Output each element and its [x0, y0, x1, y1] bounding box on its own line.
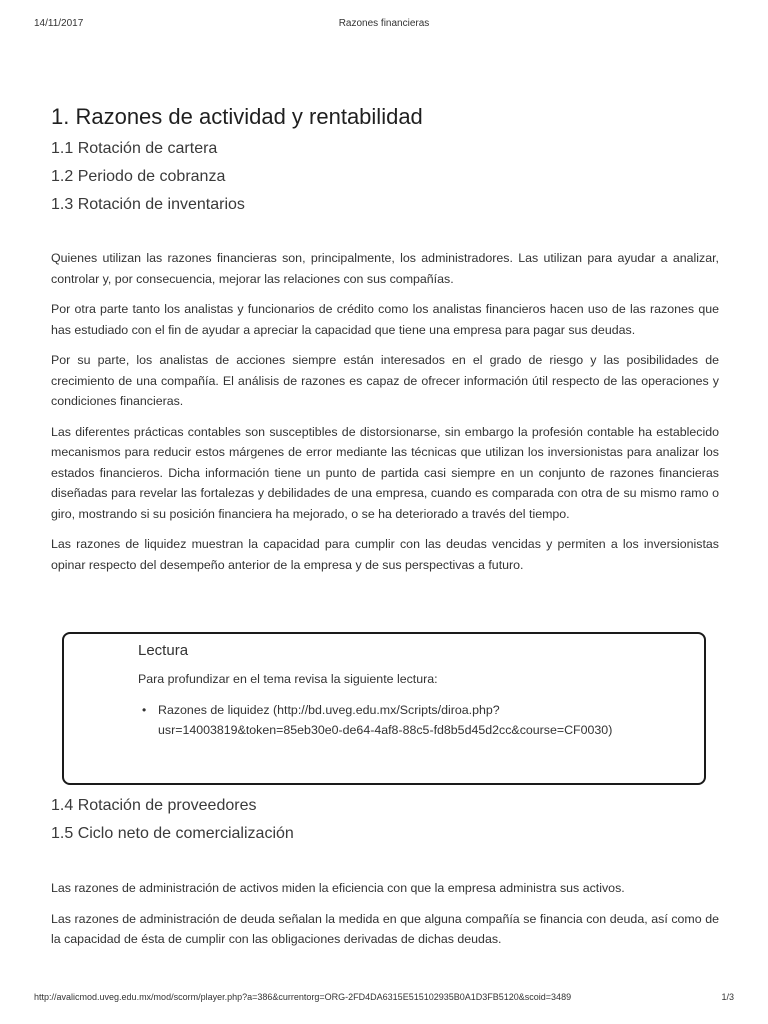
- reading-title: Lectura: [138, 642, 189, 659]
- main-content: [51, 102, 719, 585]
- paragraph: Las razones de administración de activos miden la eficiencia con que la empresa administra sus activos.: [51, 881, 625, 895]
- print-header: [0, 18, 768, 32]
- paragraph-block: [51, 248, 719, 575]
- subsection-heading: 1.3 Rotación de inventarios: [51, 196, 245, 213]
- reading-link-line[interactable]: usr=14003819&token=85eb30e0-de64-4af8-88c5-fd8b5d45d2cc&course=CF0030): [158, 723, 613, 737]
- paragraph-block: [51, 878, 719, 950]
- print-url: http://avalicmod.uveg.edu.mx/mod/scorm/player.php?a=386&currentorg=ORG-2FD4DA6315E515102935B0A1D3FB5120&scoid=3489: [34, 992, 572, 1002]
- page-number: 1/3: [721, 992, 734, 1002]
- section-2: [51, 792, 719, 960]
- page-title: 1. Razones de actividad y rentabilidad: [51, 104, 423, 129]
- paragraph: Las razones de liquidez muestran la capacidad para cumplir con las deudas vencidas y permiten a los inversionistas opinar respecto del desempeño anterior de la empresa y de sus perspectivas a futuro.: [51, 537, 719, 572]
- paragraph: Por su parte, los analistas de acciones siempre están interesados en el grado de riesgo y las posibilidades de crecimiento de una compañía. El análisis de razones es capaz de ofrecer información útil respecto de las operaciones y condiciones financieras.: [51, 353, 719, 408]
- reading-link[interactable]: [142, 700, 678, 740]
- paragraph: Por otra parte tanto los analistas y funcionarios de crédito como los analistas financieros hacen uso de las razones que has estudiado con el fin de ayudar a apreciar la capacidad que tiene una empresa para pagar sus deudas.: [51, 302, 719, 337]
- subsection-heading: 1.1 Rotación de cartera: [51, 140, 218, 157]
- reading-callout: [62, 632, 706, 785]
- print-title: Razones financieras: [338, 18, 430, 29]
- subsection-list: [51, 135, 719, 219]
- subsection-heading: 1.2 Periodo de cobranza: [51, 168, 226, 185]
- subsection-heading: 1.4 Rotación de proveedores: [51, 797, 257, 814]
- reading-intro: Para profundizar en el tema revisa la siguiente lectura:: [138, 672, 438, 686]
- paragraph: Las razones de administración de deuda señalan la medida en que alguna compañía se financia con deuda, así como de la capacidad de ésta de cumplir con las obligaciones derivadas de dichas deudas.: [51, 911, 719, 946]
- paragraph: Quienes utilizan las razones financieras son, principalmente, los administradores. Las utilizan para ayudar a analizar, controlar y, por consecuencia, mejorar las relaciones con sus compañías.: [51, 251, 719, 286]
- paragraph: Las diferentes prácticas contables son susceptibles de distorsionarse, sin embargo la profesión contable ha establecido mecanismos para reducir estos márgenes de error mediante las técnicas que utilizan los inversionistas para analizar los estados financieros. Dicha información tiene un punto de partida casi siempre en un conjunto de razones financieras diseñadas para revelar las fortalezas y debilidades de una empresa, cuando es comparada con otra de su mismo ramo o giro, mostrando si su posición financiera ha mejorado, o se ha deteriorado a través del tiempo.: [51, 424, 719, 521]
- bullet-icon: •: [142, 703, 147, 717]
- reading-link-line[interactable]: Razones de liquidez (http://bd.uveg.edu.mx/Scripts/diroa.php?: [158, 703, 500, 717]
- print-date: 14/11/2017: [34, 18, 84, 29]
- subsection-heading: 1.5 Ciclo neto de comercialización: [51, 825, 294, 842]
